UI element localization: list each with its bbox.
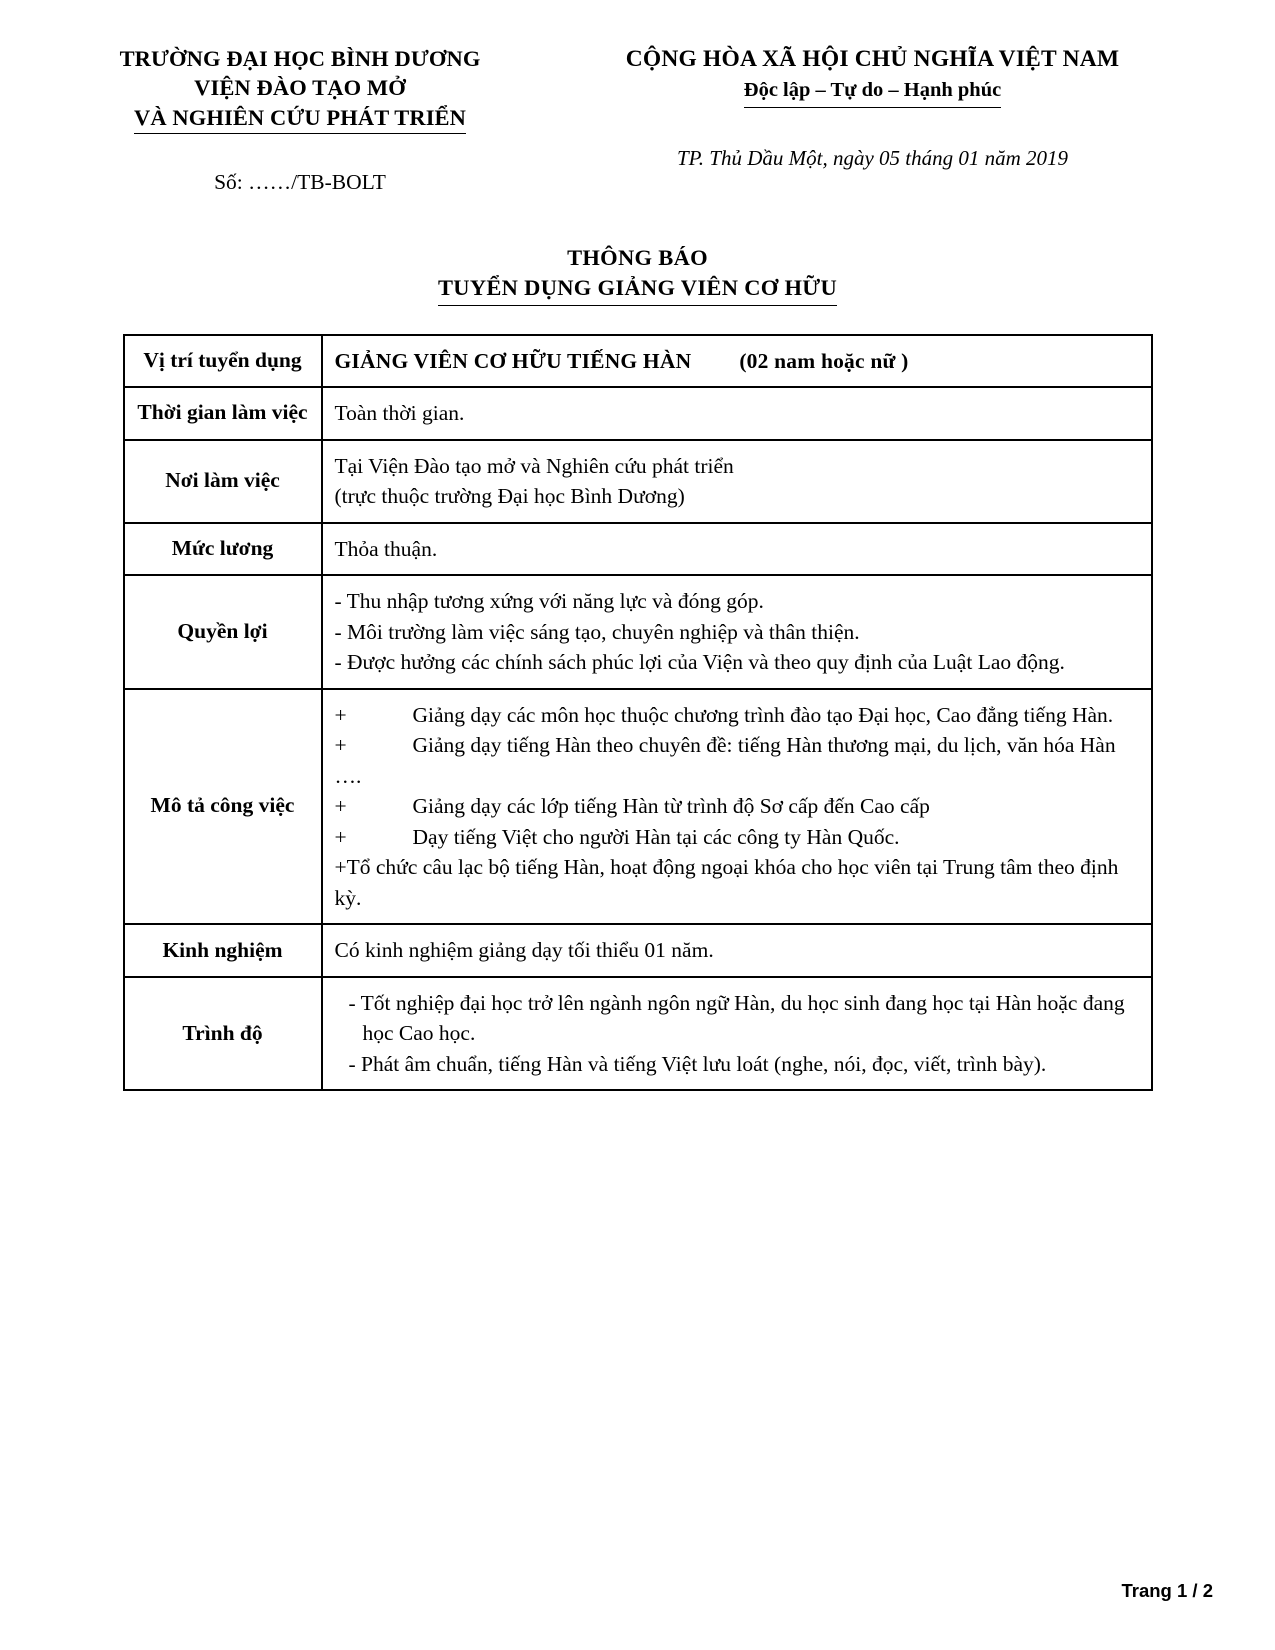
row-label-position: Vị trí tuyển dụng	[124, 335, 322, 388]
recruitment-info-table	[123, 334, 1153, 1092]
page-subtitle: TUYỂN DỤNG GIẢNG VIÊN CƠ HỮU	[438, 273, 837, 305]
row-value-worktime: Toàn thời gian.	[322, 387, 1152, 440]
job-item-3	[335, 791, 1139, 822]
header-right-block	[540, 44, 1205, 195]
organization-line-2: VIỆN ĐÀO TẠO MỞ	[194, 75, 406, 101]
education-line-2: - Phát âm chuẩn, tiếng Hàn và tiếng Việt lưu loát (nghe, nói, đọc, viết, trình bày).	[348, 1051, 1047, 1076]
table-row-salary	[124, 523, 1152, 576]
nation-motto: Độc lập – Tự do – Hạnh phúc	[744, 77, 1001, 108]
job-item-text: Giảng dạy tiếng Hàn theo chuyên đề: tiếng Hàn thương mại, du lịch, văn hóa Hàn ….	[334, 733, 1116, 788]
row-label-education: Trình độ	[124, 977, 322, 1091]
benefit-line-2: - Môi trường làm việc sáng tạo, chuyên nghiệp và thân thiện.	[334, 619, 860, 644]
job-item-marker: +	[334, 733, 347, 758]
table-row-education	[124, 977, 1152, 1091]
job-item-marker: +	[334, 824, 347, 849]
position-quantity: (02 nam hoặc nữ )	[739, 348, 909, 373]
header-left-block	[60, 44, 540, 195]
workplace-line-2: (trực thuộc trường Đại học Bình Dương)	[334, 484, 685, 509]
organization-line-1: TRƯỜNG ĐẠI HỌC BÌNH DƯƠNG	[119, 46, 481, 71]
job-item-2	[335, 730, 1139, 791]
table-row-position	[124, 335, 1152, 388]
row-value-education	[322, 977, 1152, 1091]
job-item-5: +Tổ chức câu lạc bộ tiếng Hàn, hoạt động ngoại khóa cho học viên tại Trung tâm theo định kỳ.	[334, 855, 1119, 910]
benefit-line-1: - Thu nhập tương xứng với năng lực và đóng góp.	[334, 589, 764, 614]
row-label-workplace: Nơi làm việc	[124, 440, 322, 523]
job-item-4	[335, 822, 1139, 853]
table-row-job-description	[124, 689, 1152, 925]
position-title: GIẢNG VIÊN CƠ HỮU TIẾNG HÀN	[334, 348, 692, 373]
row-value-benefits	[322, 575, 1152, 689]
page-title: THÔNG BÁO	[567, 244, 708, 270]
row-label-job-description: Mô tả công việc	[124, 689, 322, 925]
motto-wrap	[540, 75, 1205, 108]
document-number: Số: ……/TB-BOLT	[214, 169, 386, 194]
subtitle-wrap	[0, 273, 1275, 305]
organization-line-3-wrap	[60, 103, 540, 134]
job-item-text: Dạy tiếng Việt cho người Hàn tại các công ty Hàn Quốc.	[412, 824, 900, 849]
row-value-experience: Có kinh nghiệm giảng dạy tối thiểu 01 năm.	[322, 924, 1152, 977]
row-label-salary: Mức lương	[124, 523, 322, 576]
organization-line-3: VÀ NGHIÊN CỨU PHÁT TRIỂN	[134, 103, 466, 134]
workplace-line-1: Tại Viện Đào tạo mở và Nghiên cứu phát triển	[334, 453, 734, 478]
table-row-benefits	[124, 575, 1152, 689]
row-label-worktime: Thời gian làm việc	[124, 387, 322, 440]
row-value-job-description	[322, 689, 1152, 925]
row-value-workplace	[322, 440, 1152, 523]
job-item-text: Giảng dạy các môn học thuộc chương trình đào tạo Đại học, Cao đẳng tiếng Hàn.	[412, 702, 1114, 727]
document-header	[0, 0, 1275, 195]
row-value-salary: Thỏa thuận.	[322, 523, 1152, 576]
table-row-worktime	[124, 387, 1152, 440]
row-label-benefits: Quyền lợi	[124, 575, 322, 689]
benefit-line-3: - Được hưởng các chính sách phúc lợi của Viện và theo quy định của Luật Lao động.	[334, 650, 1065, 675]
place-and-date: TP. Thủ Dầu Một, ngày 05 tháng 01 năm 2019	[676, 145, 1069, 170]
job-item-marker: +	[334, 702, 347, 727]
table-row-workplace	[124, 440, 1152, 523]
table-row-experience	[124, 924, 1152, 977]
title-block	[0, 243, 1275, 306]
education-line-1: - Tốt nghiệp đại học trở lên ngành ngôn ngữ Hàn, du học sinh đang học tại Hàn hoặc đang học Cao học.	[348, 990, 1125, 1046]
row-label-experience: Kinh nghiệm	[124, 924, 322, 977]
job-item-text: Giảng dạy các lớp tiếng Hàn từ trình độ Sơ cấp đến Cao cấp	[412, 794, 930, 819]
row-value-position	[322, 335, 1152, 388]
page-number: Trang 1 / 2	[1121, 1580, 1213, 1601]
job-item-1	[335, 700, 1139, 731]
nation-title: CỘNG HÒA XÃ HỘI CHỦ NGHĨA VIỆT NAM	[625, 46, 1120, 72]
job-item-marker: +	[334, 794, 347, 819]
